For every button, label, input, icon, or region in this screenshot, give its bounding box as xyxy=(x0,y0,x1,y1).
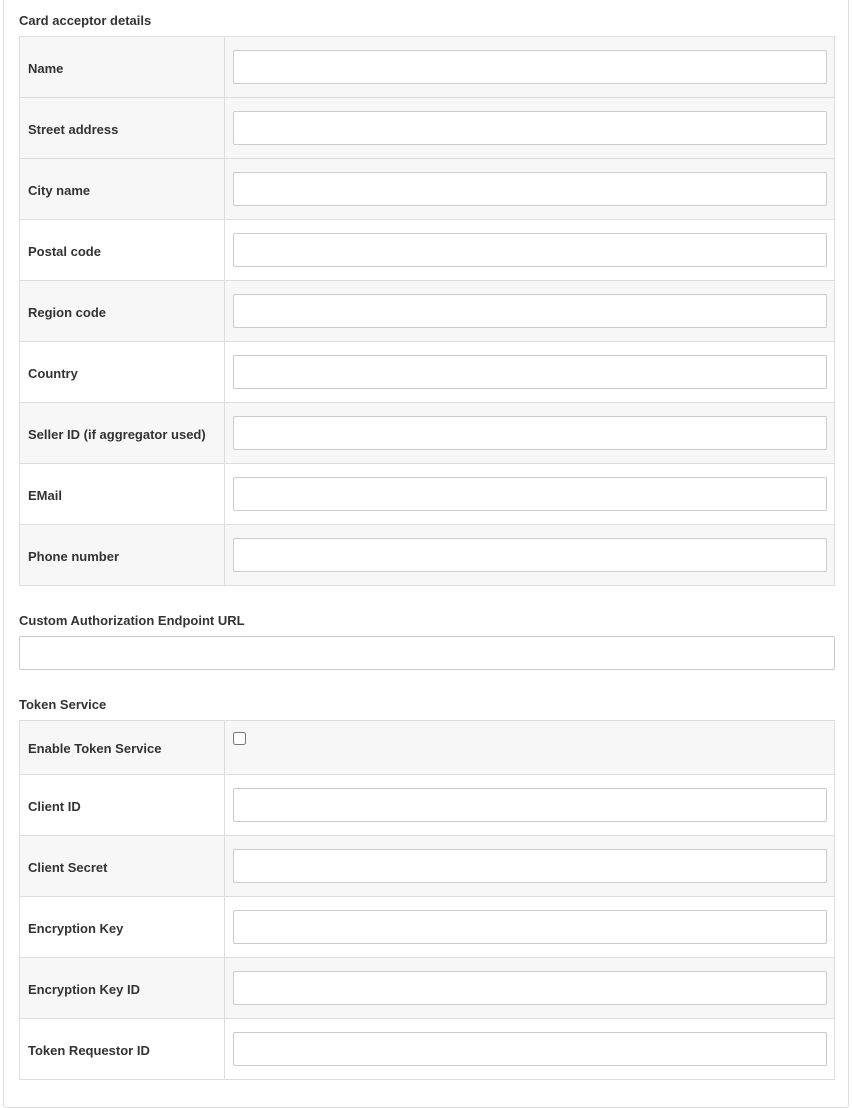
city-name-input[interactable] xyxy=(233,172,827,206)
encryption-key-input[interactable] xyxy=(233,910,827,944)
token-service-table xyxy=(19,720,835,1080)
field-label: Client ID xyxy=(20,775,225,836)
table-row xyxy=(20,403,835,464)
table-row xyxy=(20,220,835,281)
custom-endpoint-url-input[interactable] xyxy=(19,636,835,670)
field-label: Encryption Key xyxy=(20,897,225,958)
client-id-input[interactable] xyxy=(233,788,827,822)
field-label: Token Requestor ID xyxy=(20,1019,225,1080)
client-secret-input[interactable] xyxy=(233,849,827,883)
table-row xyxy=(20,159,835,220)
postal-code-input[interactable] xyxy=(233,233,827,267)
table-row xyxy=(20,98,835,159)
table-row xyxy=(20,37,835,98)
field-label: Seller ID (if aggregator used) xyxy=(20,403,225,464)
table-row xyxy=(20,897,835,958)
field-label: EMail xyxy=(20,464,225,525)
field-label: Encryption Key ID xyxy=(20,958,225,1019)
card-acceptor-title: Card acceptor details xyxy=(19,13,152,28)
field-label: Client Secret xyxy=(20,836,225,897)
field-label: Country xyxy=(20,342,225,403)
phone-number-input[interactable] xyxy=(233,538,827,572)
custom-endpoint-title: Custom Authorization Endpoint URL xyxy=(19,613,245,628)
token-requestor-id-input[interactable] xyxy=(233,1032,827,1066)
table-row xyxy=(20,721,835,775)
field-label: Street address xyxy=(20,98,225,159)
field-label: Enable Token Service xyxy=(20,721,225,775)
seller-id-input[interactable] xyxy=(233,416,827,450)
table-row xyxy=(20,464,835,525)
region-code-input[interactable] xyxy=(233,294,827,328)
field-label: Postal code xyxy=(20,220,225,281)
table-row xyxy=(20,525,835,586)
table-row xyxy=(20,342,835,403)
table-row xyxy=(20,775,835,836)
table-row xyxy=(20,958,835,1019)
card-acceptor-table xyxy=(19,36,835,586)
name-input[interactable] xyxy=(233,50,827,84)
encryption-key-id-input[interactable] xyxy=(233,971,827,1005)
country-input[interactable] xyxy=(233,355,827,389)
email-input[interactable] xyxy=(233,477,827,511)
field-label: Name xyxy=(20,37,225,98)
token-service-title: Token Service xyxy=(19,697,107,712)
enable-token-service-checkbox[interactable] xyxy=(233,732,246,745)
field-label: City name xyxy=(20,159,225,220)
field-label: Region code xyxy=(20,281,225,342)
table-row xyxy=(20,836,835,897)
field-label: Phone number xyxy=(20,525,225,586)
street-address-input[interactable] xyxy=(233,111,827,145)
table-row xyxy=(20,1019,835,1080)
table-row xyxy=(20,281,835,342)
